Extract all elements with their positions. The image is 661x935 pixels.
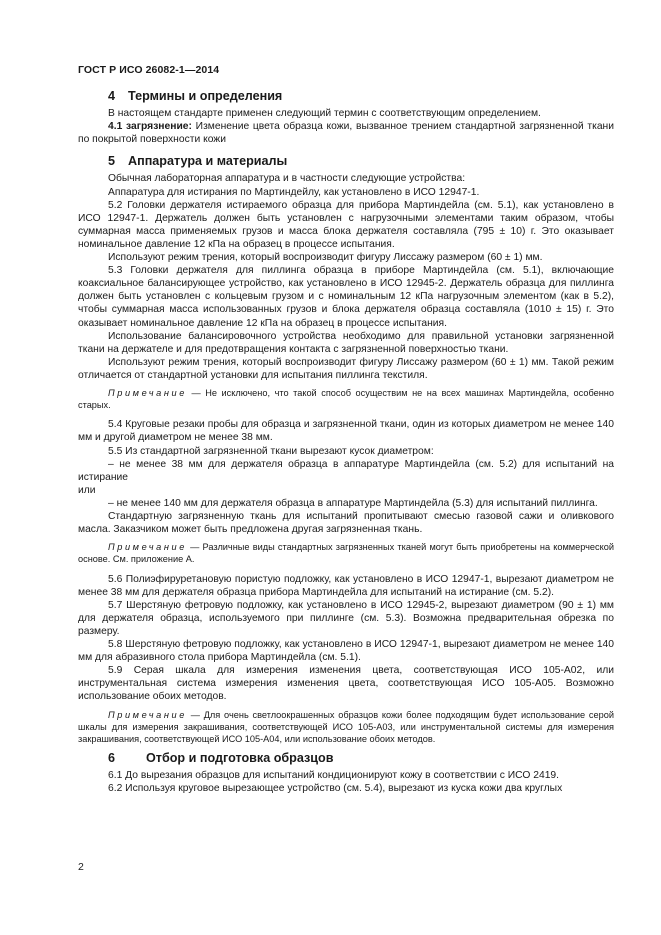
- paragraph: 5.4 Круговые резаки пробы для образца и загрязненной ткани, один из которых диаметром не менее 140 мм и другой диаметром не менее 38 мм.: [78, 419, 614, 444]
- term-name: загрязнение:: [126, 121, 192, 133]
- paragraph: 5.7 Шерстяную фетровую подложку, как установлено в ИСО 12945-2, вырезают диаметром (90 ± 1) мм для держателя образца, используемого при пиллинге (см. 5.3). Возможна предварительная обрезка по размеру.: [78, 599, 614, 637]
- note-text: — Не исключено, что такой способ осуществим не на всех машинах Мартиндейла, особенно старых.: [78, 387, 614, 411]
- section-title: Аппаратура и материалы: [128, 154, 288, 169]
- note-label: Примечание: [108, 387, 187, 398]
- section-5-heading: [78, 155, 614, 168]
- paragraph: 6.1 До вырезания образцов для испытаний кондиционируют кожу в соответствии с ИСО 2419.: [108, 770, 560, 782]
- standard-header: ГОСТ Р ИСО 26082-1—2014: [78, 64, 220, 76]
- section-4-heading: [78, 90, 614, 103]
- paragraph: В настоящем стандарте применен следующий термин с соответствующим определением.: [108, 108, 541, 120]
- section-number: 4: [108, 89, 116, 103]
- paragraph: Обычная лабораторная аппаратура и в частности следующие устройства:: [108, 173, 466, 185]
- paragraph: 5.8 Шерстяную фетровую подложку, как установлено в ИСО 12947-1, вырезают диаметром не менее 140 мм для абразивного стола прибора Мартиндейла (см. 5.1).: [78, 639, 614, 664]
- paragraph: 5.2 Головки держателя истираемого образца для прибора Мартиндейла (см. 5.1), как установлено в ИСО 12947-1. Держатель должен быть установлен с нагрузочными элементами таким образом, чтобы суммарная масса применяемых грузов и масса блока держателя составляла (795 ± 10) г. Это оказывает номинальное давление 12 кПа на образец в процессе испытания.: [78, 199, 614, 250]
- note-text: — Различные виды стандартных загрязненных тканей могут быть приобретены на коммерческой основе. См. приложение А.: [78, 542, 614, 565]
- paragraph: 6.2 Используя круговое вырезающее устройство (см. 5.4), вырезают из куска кожи два круглых: [108, 783, 563, 795]
- paragraph: Используют режим трения, который воспроизводит фигуру Лиссажу размером (60 ± 1) мм. Такой режим отличается от стандартной установки для испытания пиллинга текстиля.: [78, 356, 614, 381]
- paragraph: 5.5 Из стандартной загрязненной ткани вырезают кусок диаметром:: [108, 445, 434, 457]
- section-number: 5: [108, 154, 116, 169]
- paragraph: 5.3 Головки держателя для пиллинга образца в приборе Мартиндейла (см. 5.1), включающие коаксиальное балансирующее устройство, как установлено в ИСО 12945-2. Держатель образца для пиллинга должен быть установлен с кольцевым грузом и с номинальным 12 кПа нагрузочным элементом (как в 5.2), чтобы суммарная масса использованных грузов и блока держателя образца составляла (1010 ± 15) г. Это оказывает номинальное давление 12 кПа на образец в процессе испытания.: [78, 265, 614, 329]
- section-number: 6: [108, 751, 116, 766]
- note: [78, 541, 614, 565]
- page-number: 2: [78, 861, 84, 873]
- paragraph: Аппаратура для истирания по Мартиндейлу, как установлено в ИСО 12947-1.: [108, 186, 480, 198]
- paragraph: 5.6 Полиэфируретановую пористую подложку, как установлено в ИСО 12947-1, вырезают диаметром не менее 38 мм для держателя образца прибора Мартиндейла для испытаний на истирание (см. 5.2).: [78, 573, 614, 598]
- term-definition: [78, 120, 614, 146]
- list-connector: или: [78, 484, 96, 496]
- document-body: [78, 86, 614, 795]
- paragraph: Стандартную загрязненную ткань для испытаний пропитывают смесью газовой сажи и оливкового масла. Заказчиком может быть предложена другая загрязненная ткань.: [78, 511, 614, 536]
- section-title: Термины и определения: [128, 89, 283, 103]
- term-text: Изменение цвета образца кожи, вызванное трением стандартной загрязненной ткани по покрытой поверхности кожи: [78, 121, 614, 146]
- term-number: 4.1: [108, 121, 123, 133]
- section-6-heading: [78, 752, 614, 765]
- list-item: – не менее 38 мм для держателя образца в аппаратуре Мартиндейла (см. 5.2) для испытаний на истирание: [78, 458, 614, 483]
- paragraph: Использование балансировочного устройства необходимо для правильной установки загрязненной ткани на держателе и для предотвращения контакта с загрязненной поверхностью ткани.: [78, 330, 614, 355]
- note: [78, 709, 614, 746]
- paragraph: 5.9 Серая шкала для измерения изменения цвета, соответствующая ИСО 105-А02, или инструментальная система измерения изменения цвета, соответствующая ИСО 105-А05. Возможно использование обоих методов.: [78, 665, 614, 703]
- list-item: – не менее 140 мм для держателя образца в аппаратуре Мартиндейла (5.3) для испытаний пиллинга.: [108, 497, 598, 509]
- paragraph: Используют режим трения, который воспроизводит фигуру Лиссажу размером (60 ± 1) мм.: [108, 252, 543, 264]
- note-text: — Для очень светлоокрашенных образцов кожи более подходящим будет использование серой шкалы для измерения закрашивания, соответствующей ИСО 105-А03, или инструментальной системы для измерения закрашивания, соответствующей ИСО 105-А04, или использование обоих методов.: [78, 709, 614, 744]
- note-label: Примечание: [108, 542, 187, 553]
- note-label: Примечание: [108, 709, 187, 720]
- section-title: Отбор и подготовка образцов: [146, 751, 334, 766]
- note: [78, 387, 614, 411]
